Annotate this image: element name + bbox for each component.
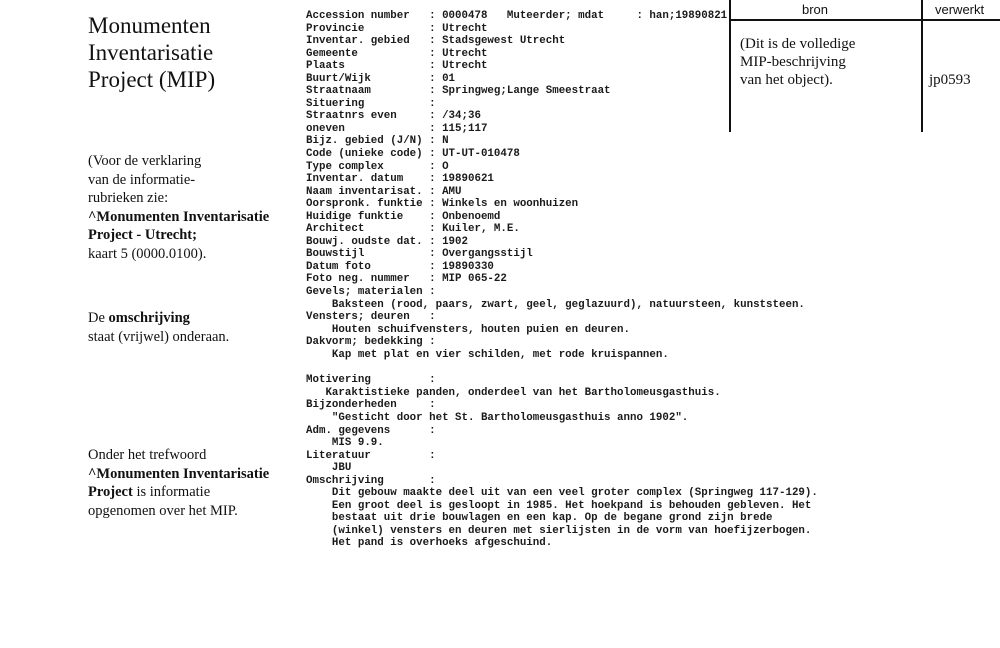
- record-field: Type complex : O: [306, 160, 449, 173]
- reference-link[interactable]: Project - Utrecht;: [88, 227, 197, 243]
- mip-record: [306, 10, 818, 550]
- verwerkt-cell: jp0593: [929, 72, 971, 88]
- keyword-note: [88, 446, 269, 520]
- record-field: Foto neg. nummer : MIP 065-22: [306, 273, 507, 286]
- record-field: Huidige funktie : Onbenoemd: [306, 210, 501, 223]
- record-section-label: Gevels; materialen :: [306, 286, 436, 299]
- record-section-text: (winkel) vensters en deuren met sierlijsten in de vorm van hoefijzerbogen.: [306, 524, 812, 537]
- record-field: Situering :: [306, 97, 443, 110]
- note-line: kaart 5 (0000.0100).: [88, 245, 207, 262]
- spacer: [306, 361, 818, 374]
- reference-note: [88, 152, 269, 263]
- record-field: Gemeente : Utrecht: [306, 47, 488, 60]
- table-header-rule: [729, 19, 1000, 21]
- keyword-link[interactable]: Project: [88, 484, 133, 500]
- record-section-text: Houten schuifvensters, houten puien en deuren.: [306, 323, 630, 336]
- note-line: rubrieken zie:: [88, 190, 169, 206]
- record-section-text: Een groot deel is gesloopt in 1985. Het hoekpand is behouden gebleven. Het: [306, 499, 812, 512]
- note-line: van de informatie-: [88, 171, 196, 188]
- keyword-link[interactable]: ^Monumenten Inventarisatie: [88, 465, 270, 482]
- record-section-text: Dit gebouw maakte deel uit van een veel groter complex (Springweg 117-129).: [306, 487, 818, 500]
- record-field: Plaats : Utrecht: [306, 60, 488, 73]
- record-field: Provincie : Utrecht: [306, 22, 488, 35]
- record-field: Inventar. gebied : Stadsgewest Utrecht: [306, 35, 566, 48]
- record-field: oneven : 115;117: [306, 122, 488, 135]
- record-field: Accession number : 0000478 Muteerder; mdat : han;19890821: [306, 10, 728, 22]
- record-field: Naam inventarisat. : AMU: [306, 185, 462, 198]
- record-field: Architect : Kuiler, M.E.: [306, 223, 520, 236]
- record-field: Buurt/Wijk : 01: [306, 72, 456, 85]
- record-section-label: Bijzonderheden :: [306, 399, 436, 412]
- record-field: Straatnaam : Springweg;Lange Smeestraat: [306, 85, 611, 98]
- record-section-label: Vensters; deuren :: [306, 311, 436, 324]
- record-section-text: JBU: [306, 462, 352, 475]
- record-section-label: Motivering :: [306, 374, 436, 387]
- note-line: staat (vrijwel) onderaan.: [88, 328, 230, 345]
- record-section-text: Baksteen (rood, paars, zwart, geel, geglazuurd), natuursteen, kunststeen.: [306, 298, 805, 311]
- note-text: De: [88, 310, 109, 326]
- bron-line: van het object).: [740, 72, 833, 88]
- record-field: Bouwj. oudste dat. : 1902: [306, 235, 468, 248]
- record-section-text: Kap met plat en vier schilden, met rode kruispannen.: [306, 348, 669, 361]
- title-line: Project (MIP): [88, 67, 216, 92]
- record-section-text: Karaktistieke panden, onderdeel van het Bartholomeusgasthuis.: [306, 386, 721, 399]
- document-title: [88, 12, 215, 93]
- record-field: Inventar. datum : 19890621: [306, 173, 494, 186]
- header-verwerkt: verwerkt: [935, 2, 985, 17]
- record-field: Straatnrs even : /34;36: [306, 110, 481, 123]
- reference-link[interactable]: ^Monumenten Inventarisatie: [88, 208, 270, 225]
- record-section-label: Literatuur :: [306, 449, 436, 462]
- title-line: Inventarisatie: [88, 40, 214, 65]
- note-bold: omschrijving: [108, 310, 190, 326]
- description-note: [88, 309, 229, 346]
- header-bron: bron: [802, 2, 829, 17]
- record-section-text: Het pand is overhoeks afgeschuind.: [306, 537, 553, 550]
- record-section-label: Dakvorm; bedekking :: [306, 336, 436, 349]
- record-field: Bouwstijl : Overgangsstijl: [306, 248, 533, 261]
- record-section-text: "Gesticht door het St. Bartholomeusgasthuis anno 1902".: [306, 411, 689, 424]
- record-section-text: MIS 9.9.: [306, 437, 384, 450]
- bron-cell: [740, 35, 855, 89]
- record-field: Bijz. gebied (J/N) : N: [306, 135, 449, 148]
- bron-line: MIP-beschrijving: [740, 54, 846, 70]
- record-section-label: Adm. gegevens :: [306, 424, 436, 437]
- note-line: Onder het trefwoord: [88, 447, 207, 463]
- note-text: is informatie: [132, 484, 211, 500]
- bron-line: (Dit is de volledige: [740, 36, 856, 52]
- record-field: Datum foto : 19890330: [306, 260, 494, 273]
- note-line: (Voor de verklaring: [88, 153, 202, 169]
- note-line: opgenomen over het MIP.: [88, 502, 238, 519]
- record-field: Oorspronk. funktie : Winkels en woonhuizen: [306, 198, 579, 211]
- title-line: Monumenten: [88, 13, 211, 38]
- record-field: Code (unieke code) : UT-UT-010478: [306, 148, 520, 161]
- record-section-label: Omschrijving :: [306, 474, 436, 487]
- record-section-text: bestaat uit drie bouwlagen en een kap. Op de begane grond zijn brede: [306, 512, 773, 525]
